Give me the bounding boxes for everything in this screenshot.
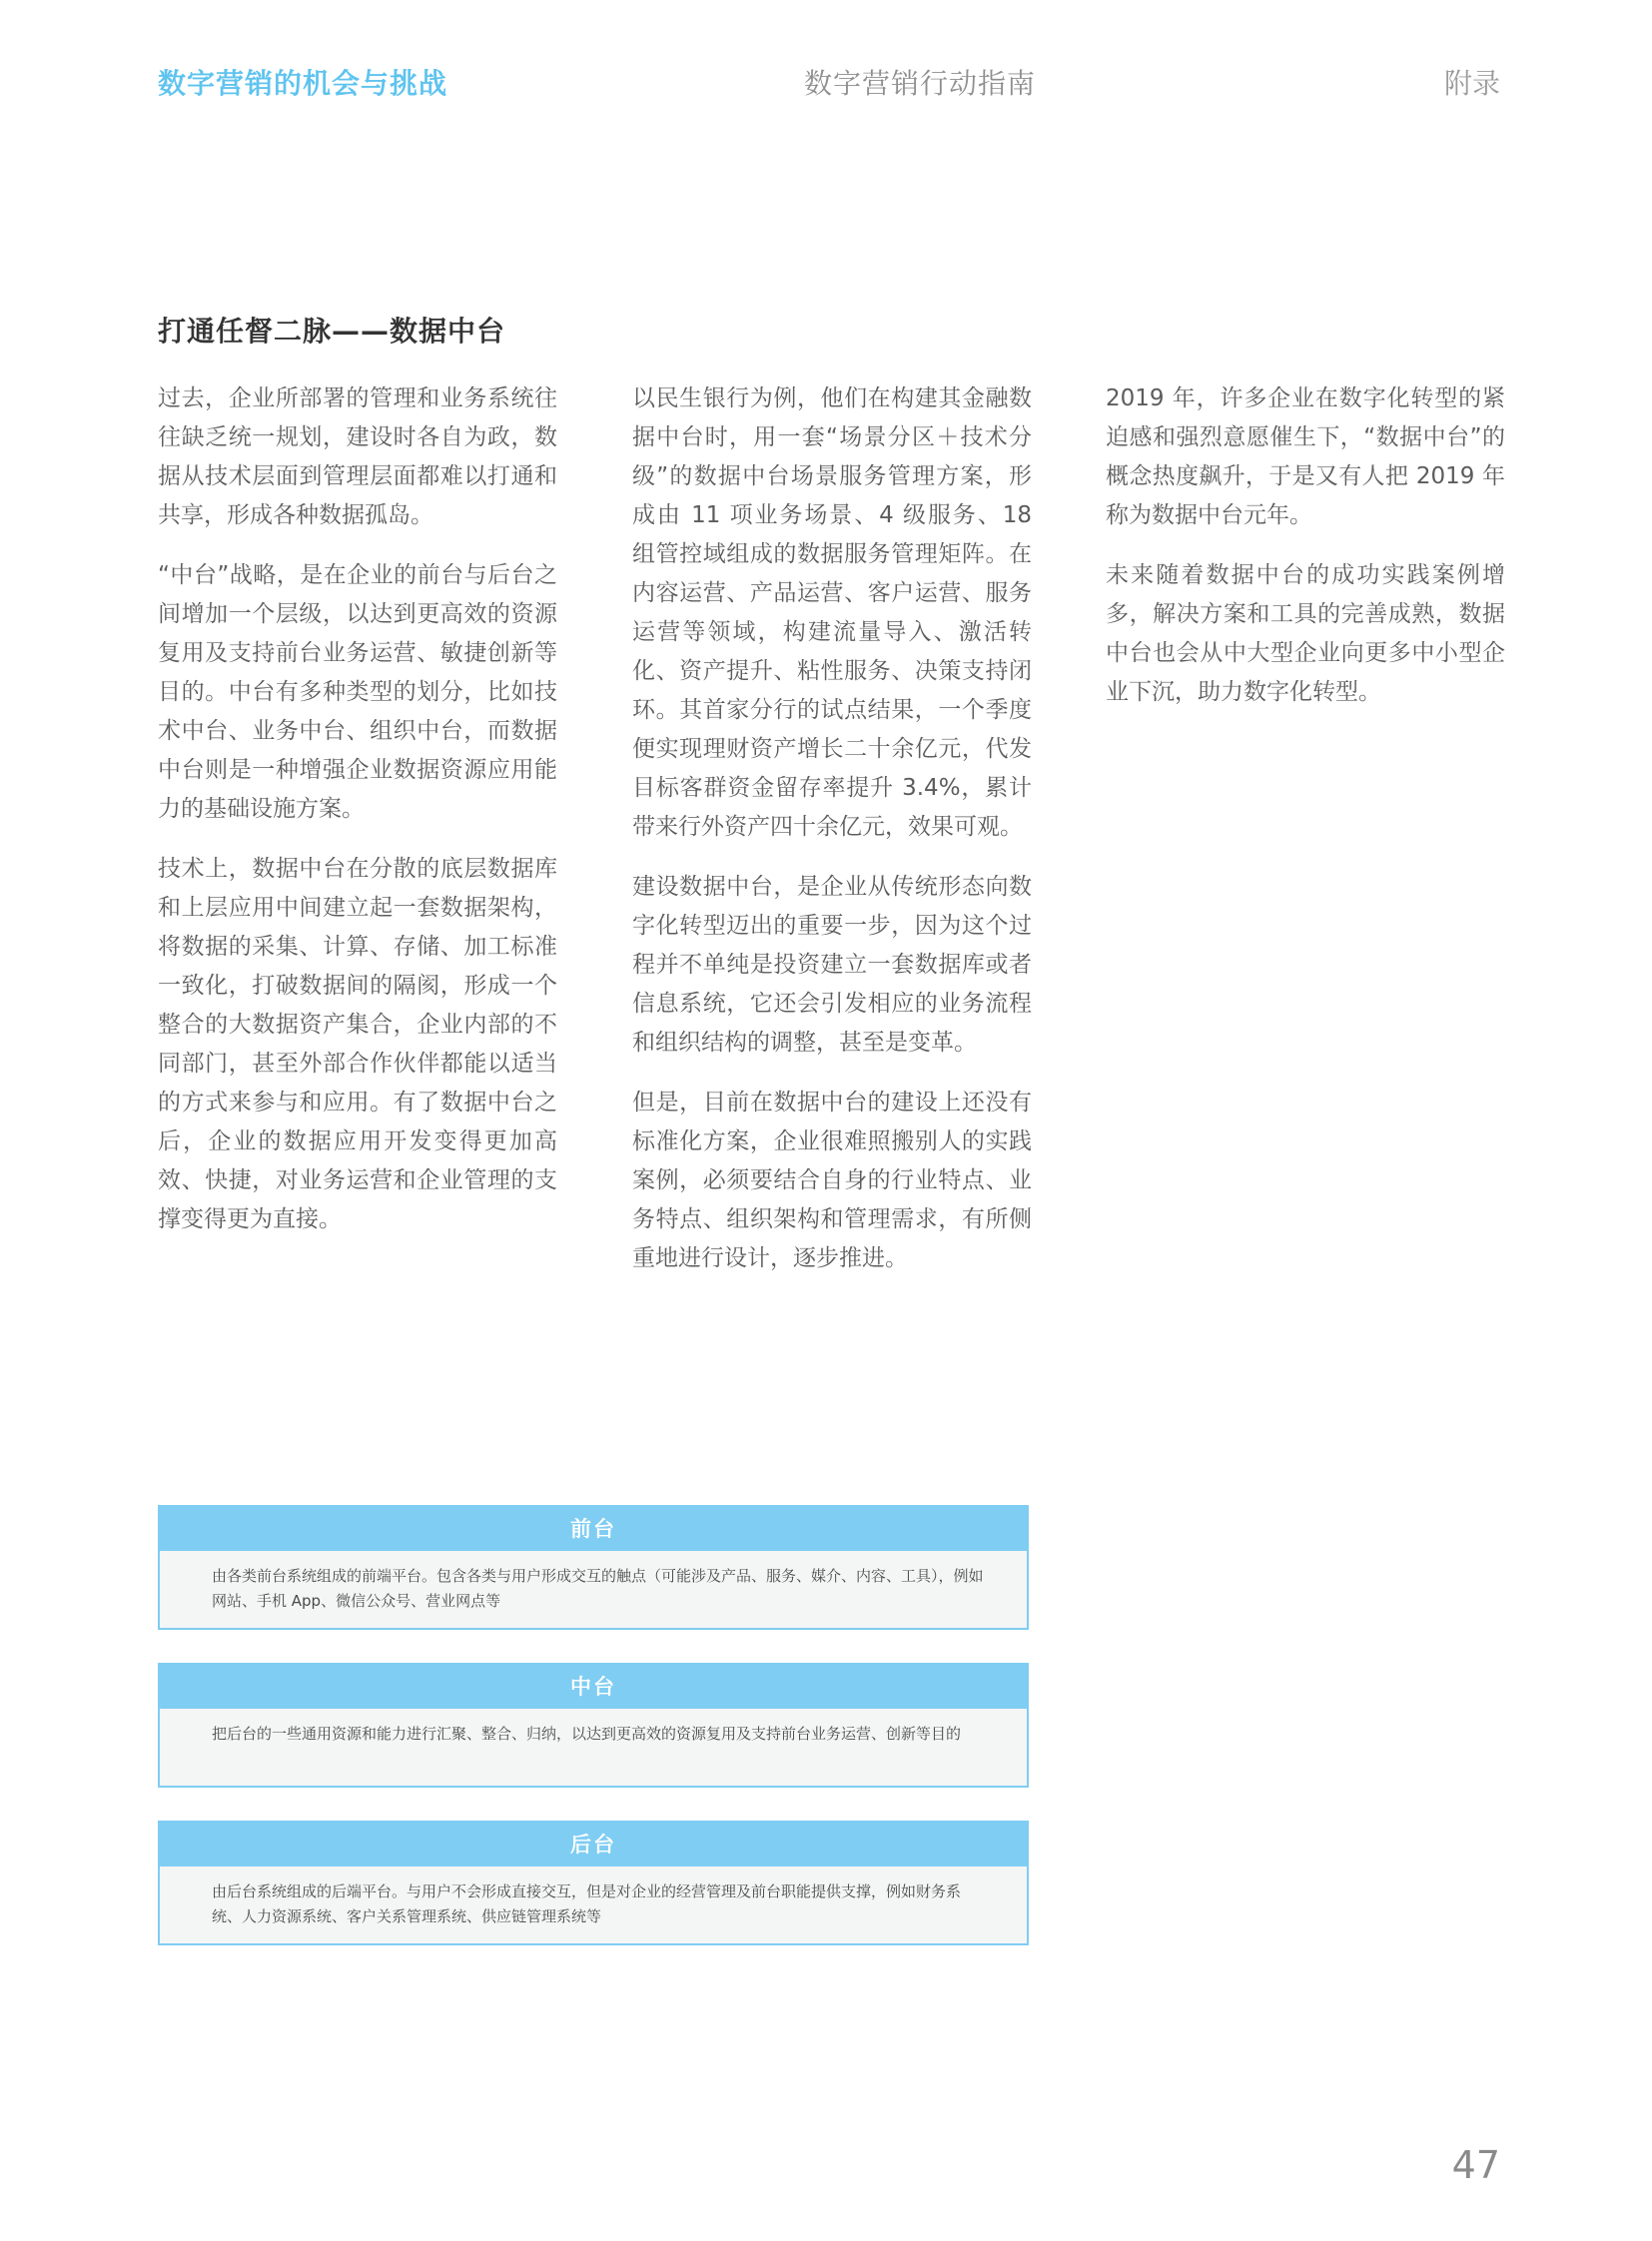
- paragraph: 以民生银行为例，他们在构建其金融数据中台时，用一套“场景分区＋技术分级”的数据中台场景服务管理方案，形成由 11 项业务场景、4 级服务、18 组管控域组成的数据服务管理矩阵。在内容运营、产品运营、客户运营、服务运营等领域，构建流量导入、激活转化、资产提升、粘性服务、决策支持闭环。其首家分行的试点结果，一个季度便实现理财资产增长二十余亿元，代发目标客群资金留存率提升 3.4%，累计带来行外资产四十余亿元，效果可观。: [632, 385, 1032, 840]
- text-column-3: [1106, 379, 1505, 733]
- section-label: 附录: [1443, 67, 1500, 100]
- box-description: 由各类前台系统组成的前端平台。包含各类与用户形成交互的触点（可能涉及产品、服务、媒介、内容、工具），例如网站、手机 App、微信公众号、营业网点等: [212, 1567, 984, 1610]
- text-column-2: [632, 379, 1032, 1299]
- frontend-box: [158, 1505, 1029, 1630]
- box-description: 由后台系统组成的后端平台。与用户不会形成直接交互，但是对企业的经营管理及前台职能提供支撑，例如财务系统、人力资源系统、客户关系管理系统、供应链管理系统等: [212, 1882, 962, 1925]
- paragraph: 建设数据中台，是企业从传统形态向数字化转型迈出的重要一步，因为这个过程并不单纯是投资建立一套数据库或者信息系统，它还会引发相应的业务流程和组织结构的调整，甚至是变革。: [632, 874, 1032, 1056]
- paragraph: 未来随着数据中台的成功实践案例增多，解决方案和工具的完善成熟，数据中台也会从中大型企业向更多中小型企业下沉，助力数字化转型。: [1106, 562, 1505, 705]
- middle-platform-box: [158, 1663, 1029, 1788]
- page-number: 47: [1451, 2143, 1500, 2187]
- paragraph: “中台”战略，是在企业的前台与后台之间增加一个层级，以达到更高效的资源复用及支持前台业务运营、敏捷创新等目的。中台有多种类型的划分，比如技术中台、业务中台、组织中台，而数据中台则是一种增强企业数据资源应用能力的基础设施方案。: [158, 562, 557, 822]
- paragraph: 2019 年，许多企业在数字化转型的紧迫感和强烈意愿催生下，“数据中台”的概念热度飙升，于是又有人把 2019 年称为数据中台元年。: [1106, 385, 1505, 528]
- box-title: 中台: [160, 1665, 1027, 1709]
- chapter-title: 数字营销的机会与挑战: [158, 67, 448, 100]
- box-description: 把后台的一些通用资源和能力进行汇聚、整合、归纳，以达到更高效的资源复用及支持前台业务运营、创新等目的: [212, 1725, 962, 1743]
- book-title: 数字营销行动指南: [804, 67, 1037, 100]
- section-heading: 打通任督二脉——数据中台: [158, 315, 506, 348]
- paragraph: 技术上，数据中台在分散的底层数据库和上层应用中间建立起一套数据架构，将数据的采集、计算、存储、加工标准一致化，打破数据间的隔阂，形成一个整合的大数据资产集合，企业内部的不同部门，甚至外部合作伙伴都能以适当的方式来参与和应用。有了数据中台之后，企业的数据应用开发变得更加高效、快捷，对业务运营和企业管理的支撑变得更为直接。: [158, 856, 557, 1232]
- backend-box: [158, 1821, 1029, 1945]
- text-column-1: [158, 379, 557, 1260]
- paragraph: 过去，企业所部署的管理和业务系统往往缺乏统一规划，建设时各自为政，数据从技术层面到管理层面都难以打通和共享，形成各种数据孤岛。: [158, 385, 557, 528]
- box-title: 后台: [160, 1823, 1027, 1867]
- paragraph: 但是，目前在数据中台的建设上还没有标准化方案，企业很难照搬别人的实践案例，必须要结合自身的行业特点、业务特点、组织架构和管理需求，有所侧重地进行设计，逐步推进。: [632, 1090, 1032, 1271]
- box-title: 前台: [160, 1507, 1027, 1551]
